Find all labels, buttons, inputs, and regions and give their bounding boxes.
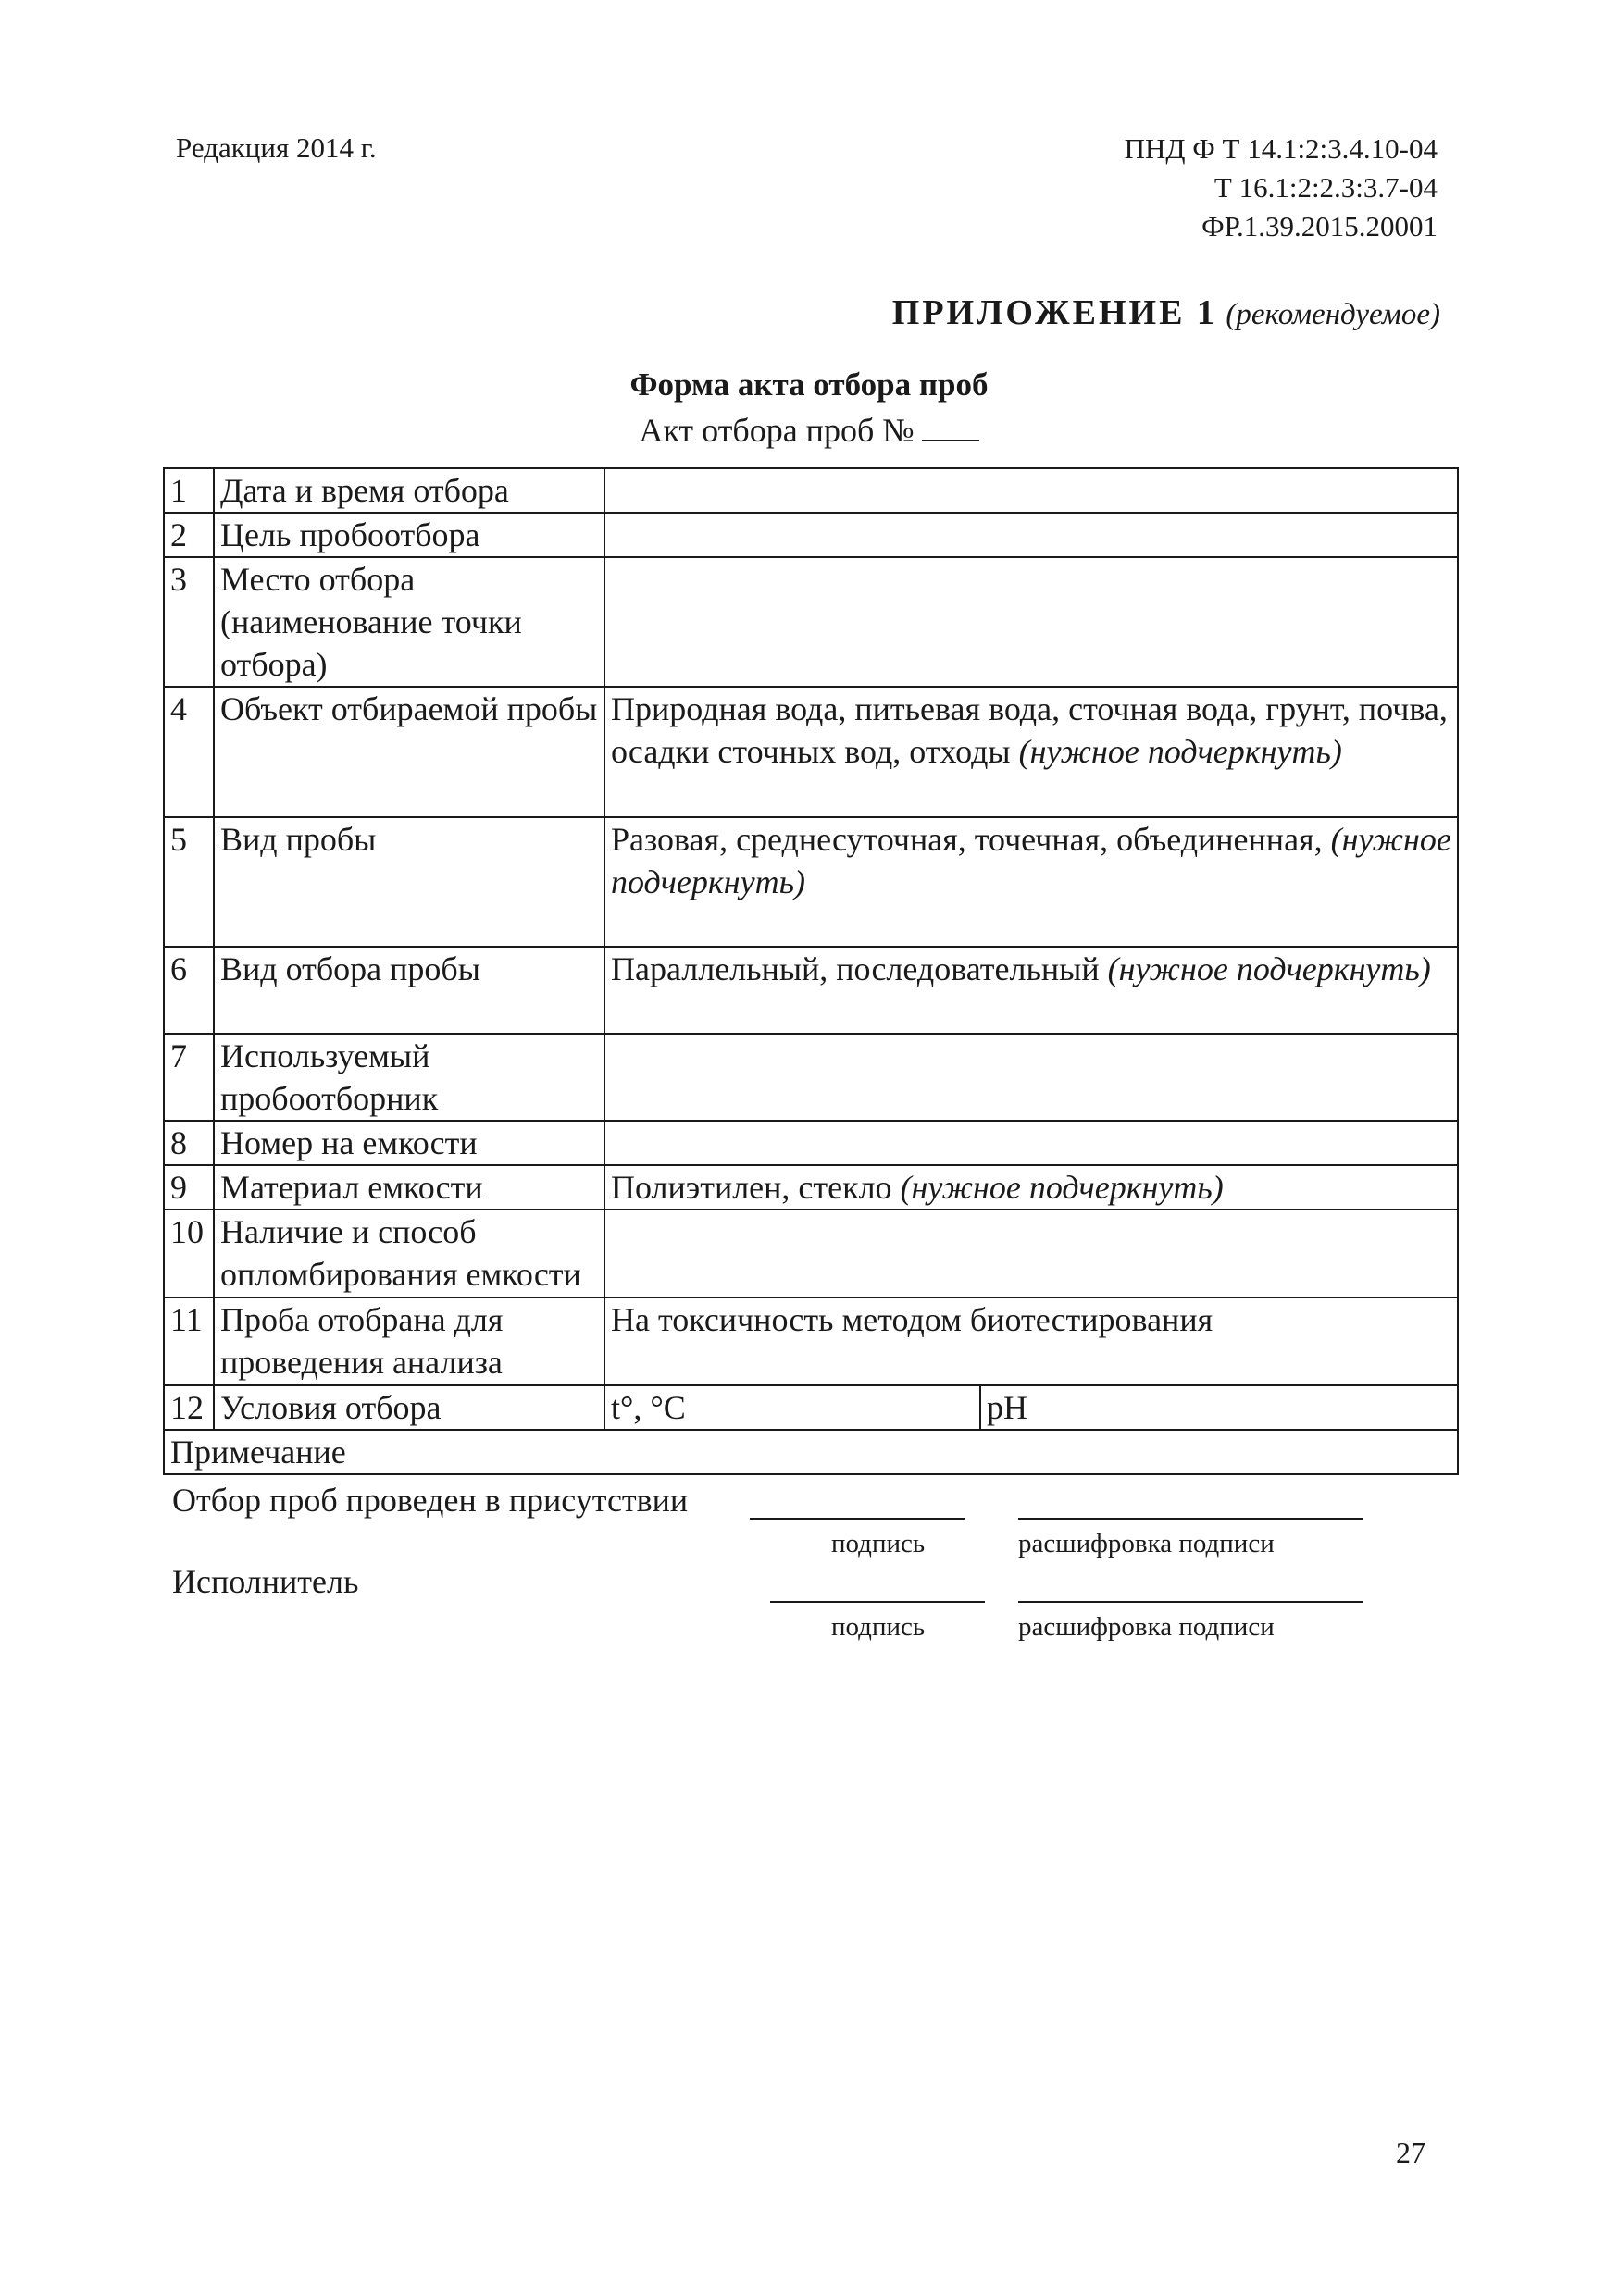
value-note: (нужное подчеркнуть) (1018, 733, 1342, 770)
row-label: Наличие и способ опломбирования емкости (214, 1210, 604, 1297)
table-row (164, 557, 1458, 687)
row-label: Проба отобрана для проведения анализа (214, 1297, 604, 1385)
value-note: (нужное подчеркнуть) (1107, 950, 1431, 987)
row-label: Объект отбираемой пробы (214, 687, 604, 817)
row-number: 4 (164, 687, 214, 817)
note-row (164, 1430, 1458, 1474)
row-value (604, 1210, 1458, 1297)
row-number: 7 (164, 1034, 214, 1121)
act-label: Акт отбора проб № (639, 412, 915, 449)
executor-signature-caption: подпись (831, 1612, 926, 1642)
row-label: Цель пробоотбора (214, 513, 604, 557)
row-number: 5 (164, 817, 214, 947)
row-number: 2 (164, 513, 214, 557)
row-value (604, 513, 1458, 557)
row-label: Условия отбора (214, 1385, 604, 1430)
edition-label: Редакция 2014 г. (176, 131, 377, 164)
row-label: Дата и время отбора (214, 468, 604, 513)
row-number: 11 (164, 1297, 214, 1385)
form-title: Форма акта отбора проб (629, 366, 989, 403)
witness-decode-line (1018, 1518, 1363, 1520)
executor-decode-line (1018, 1601, 1363, 1603)
row-value (604, 468, 1458, 513)
page-number: 27 (1396, 2136, 1425, 2169)
act-number-blank (922, 412, 979, 441)
act-table (163, 467, 1459, 1475)
row-label: Вид отбора пробы (214, 947, 604, 1034)
note-cell: Примечание (164, 1430, 1458, 1474)
row-value (604, 687, 1458, 817)
value-text: На токсичность методом биотестирования (611, 1301, 1214, 1338)
value-text: Полиэтилен, стекло (611, 1169, 892, 1206)
row-value (604, 947, 1458, 1034)
table-row (164, 1210, 1458, 1297)
row-label: Используемый пробоотборник (214, 1034, 604, 1121)
row-value (604, 1297, 1458, 1385)
row-label: Вид пробы (214, 817, 604, 947)
ph-cell: pH (980, 1385, 1458, 1430)
row-number: 8 (164, 1121, 214, 1165)
row-label: Номер на емкости (214, 1121, 604, 1165)
value-text: Разовая, среднесуточная, точечная, объединенная, (611, 821, 1323, 858)
row-number: 9 (164, 1165, 214, 1210)
appendix-title: ПРИЛОЖЕНИЕ 1 (891, 293, 1217, 332)
table-row (164, 1121, 1458, 1165)
value-note: (нужное подчеркнуть) (611, 821, 1451, 900)
act-number-line (0, 411, 1618, 450)
row-label: Материал емкости (214, 1165, 604, 1210)
executor-signature-line (770, 1601, 985, 1603)
document-codes (1125, 130, 1438, 246)
appendix-heading (892, 292, 1440, 333)
table-row (164, 468, 1458, 513)
witness-decode-caption: расшифровка подписи (1018, 1529, 1275, 1558)
signature-block (172, 1481, 1375, 1666)
table-row (164, 1034, 1458, 1121)
witness-signature-caption: подпись (831, 1529, 926, 1558)
executor-decode-caption: расшифровка подписи (1018, 1612, 1275, 1642)
witness-label: Отбор проб проведен в присутствии (172, 1482, 689, 1519)
row-number: 10 (164, 1210, 214, 1297)
value-note: (нужное подчеркнуть) (900, 1169, 1224, 1206)
table-row (164, 1165, 1458, 1210)
row-number: 6 (164, 947, 214, 1034)
document-code: ФР.1.39.2015.20001 (1201, 210, 1438, 242)
executor-label: Исполнитель (172, 1563, 359, 1600)
conditions-row (164, 1385, 1458, 1430)
table-row (164, 817, 1458, 947)
row-number: 1 (164, 468, 214, 513)
table-row (164, 687, 1458, 817)
table-row (164, 513, 1458, 557)
row-label: Место отбора (наименование точки отбора) (214, 557, 604, 687)
row-value (604, 1121, 1458, 1165)
row-value (604, 1034, 1458, 1121)
table-row (164, 1297, 1458, 1385)
value-text: Природная вода, питьевая вода, сточная вода, грунт, почва, осадки сточных вод, отходы (611, 690, 1448, 770)
row-value (604, 557, 1458, 687)
row-number: 12 (164, 1385, 214, 1430)
row-number: 3 (164, 557, 214, 687)
appendix-note: (рекомендуемое) (1226, 298, 1440, 331)
table-row (164, 947, 1458, 1034)
document-code: ПНД Ф Т 14.1:2:3.4.10-04 (1124, 132, 1438, 165)
witness-signature-line (750, 1518, 965, 1520)
row-value (604, 817, 1458, 947)
row-value (604, 1165, 1458, 1210)
temperature-cell: t°, °C (604, 1385, 980, 1430)
document-code: Т 16.1:2:2.3:3.7-04 (1214, 171, 1438, 204)
value-text: Параллельный, последовательный (611, 950, 1100, 987)
